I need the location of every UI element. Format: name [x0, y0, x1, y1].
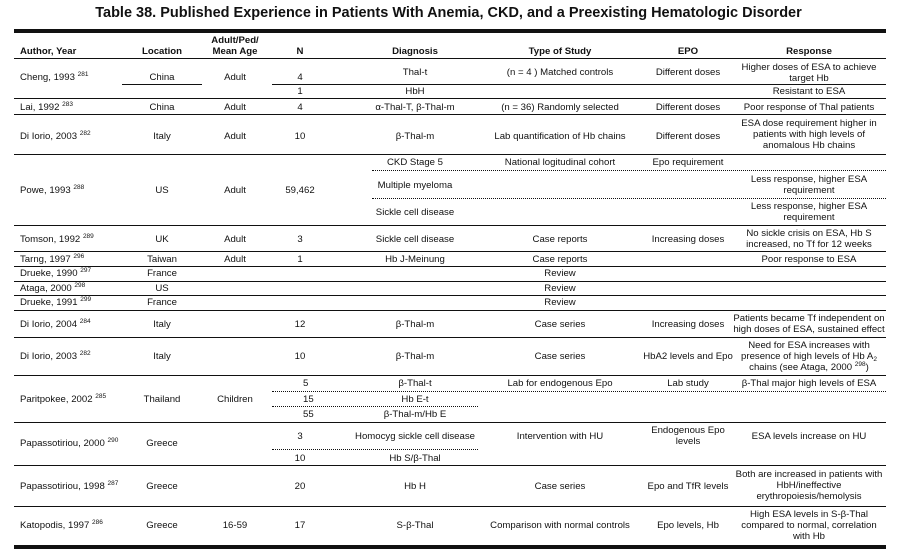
diagnosis-cell: β-Thal-m: [395, 319, 435, 330]
response-cell: ESA levels increase on HU: [751, 431, 867, 442]
row-rule: [14, 422, 886, 423]
study-cell: Lab quantification of Hb chains: [494, 131, 626, 142]
epo-cell: Epo levels, Hb: [657, 520, 719, 531]
location-cell: China: [149, 102, 175, 113]
epo-cell: Endogenous Epo: [651, 425, 725, 436]
response-cell: Higher doses of ESA to achieve: [741, 62, 877, 73]
response-cell: anomalous Hb chains: [762, 140, 856, 151]
study-cell: Lab for endogenous Epo: [507, 378, 613, 389]
location-cell: US: [155, 185, 169, 196]
epo-cell: Different doses: [655, 131, 721, 142]
diagnosis-cell: α-Thal-T, β-Thal-m: [375, 102, 455, 113]
study-cell: Review: [544, 297, 576, 308]
study-cell: Case reports: [532, 234, 588, 245]
n-cell: 15: [303, 394, 314, 405]
author-cell: Cheng, 1993 $^{281}$: [20, 71, 89, 83]
response-cell: with Hb: [793, 531, 825, 542]
n-cell: 20: [294, 481, 306, 492]
diagnosis-cell: Homocyg sickle cell disease: [355, 431, 475, 442]
author-cell: Papassotiriou, 2000 $^{290}$: [20, 437, 119, 449]
response-cell: high doses of ESA, sustained effect: [733, 324, 885, 335]
location-cell: Italy: [153, 351, 171, 362]
diagnosis-cell: Hb J-Meinung: [385, 254, 445, 265]
author-cell: Drueke, 1990 $^{297}$: [20, 267, 92, 279]
location-cell: UK: [155, 234, 169, 245]
epo-cell: Increasing doses: [651, 319, 725, 330]
n-cell: 12: [294, 319, 306, 330]
age-cell: Children: [217, 394, 253, 405]
subrow-dotted-rule: [272, 391, 886, 392]
n-cell: 1: [297, 254, 303, 265]
header-response: Response: [786, 46, 832, 57]
location-cell: Taiwan: [147, 254, 177, 265]
author-cell: Di Iorio, 2004 $^{284}$: [20, 318, 91, 330]
study-cell: Case series: [534, 319, 586, 330]
epo-cell: levels: [675, 436, 701, 447]
age-cell: Adult: [224, 131, 246, 142]
n-cell: 55: [303, 409, 314, 420]
subrow-rule: [122, 84, 202, 85]
table-title: Table 38. Published Experience in Patients With Anemia, CKD, and a Preexisting Hematologic Disorder: [95, 5, 802, 21]
n-cell: 10: [294, 351, 306, 362]
response-cell: Poor response to ESA: [761, 254, 857, 265]
response-cell: requirement: [783, 185, 835, 196]
age-cell: Adult: [224, 234, 246, 245]
n-cell: 10: [294, 131, 306, 142]
location-cell: France: [147, 268, 177, 279]
age-cell: Adult: [224, 72, 246, 83]
row-rule: [14, 225, 886, 226]
response-cell: chains (see Ataga, 2000 $^{298}$): [749, 361, 869, 373]
row-rule: [14, 506, 886, 507]
n-cell: 5: [303, 378, 309, 389]
diagnosis-cell: β-Thal-m/Hb E: [383, 409, 447, 420]
author-cell: Tarng, 1997 $^{296}$: [20, 253, 85, 265]
n-cell: 4: [297, 102, 303, 113]
response-cell: increased, no Tf for 12 weeks: [746, 239, 872, 250]
header-age-line2: Mean Age: [212, 46, 258, 57]
author-cell: Ataga, 2000 $^{298}$: [20, 282, 86, 294]
author-cell: Paritpokee, 2002 $^{285}$: [20, 393, 107, 405]
bottom-rule: [14, 545, 886, 549]
location-cell: US: [155, 283, 169, 294]
header-author: Author, Year: [20, 46, 77, 57]
row-rule: [14, 251, 886, 252]
response-cell: HbH/ineffective: [776, 480, 842, 491]
row-rule: [14, 114, 886, 115]
study-cell: Comparison with normal controls: [490, 520, 630, 531]
response-cell: β-Thal major high levels of ESA: [741, 378, 877, 389]
n-cell: 59,462: [285, 185, 315, 196]
diagnosis-cell: S-β-Thal: [396, 520, 434, 531]
response-cell: requirement: [783, 212, 835, 223]
row-rule: [14, 310, 886, 311]
diagnosis-cell: Multiple myeloma: [377, 180, 453, 191]
diagnosis-cell: CKD Stage 5: [387, 157, 443, 168]
response-cell: High ESA levels in S-β-Thal: [749, 509, 869, 520]
top-rule: [14, 29, 886, 33]
location-cell: China: [149, 72, 175, 83]
row-rule: [14, 337, 886, 338]
study-cell: Review: [544, 268, 576, 279]
n-cell: 3: [297, 234, 303, 245]
study-cell: Case series: [534, 481, 586, 492]
response-cell: Patients became Tf independent on: [733, 313, 885, 324]
study-cell: (n = 36) Randomly selected: [501, 102, 619, 113]
subrow-dotted-rule: [372, 198, 886, 199]
header-type-of-study: Type of Study: [528, 46, 592, 57]
age-cell: 16-59: [222, 520, 248, 531]
location-cell: Thailand: [143, 394, 181, 405]
epo-cell: Lab study: [667, 378, 709, 389]
epo-cell: Different doses: [655, 102, 721, 113]
row-rule: [14, 154, 886, 155]
epo-cell: Increasing doses: [651, 234, 725, 245]
author-cell: Lai, 1992 $^{283}$: [20, 101, 74, 113]
n-cell: 1: [297, 86, 303, 97]
header-n: N: [296, 46, 304, 57]
response-cell: target Hb: [789, 73, 829, 84]
response-cell: Both are increased in patients with: [735, 469, 883, 480]
epo-cell: Different doses: [655, 67, 721, 78]
location-cell: Italy: [153, 319, 171, 330]
author-cell: Di Iorio, 2003 $^{282}$: [20, 130, 91, 142]
author-cell: Drueke, 1991 $^{299}$: [20, 296, 92, 308]
study-cell: (n = 4 ) Matched controls: [506, 67, 614, 78]
response-cell: Less response, higher ESA: [750, 174, 868, 185]
n-cell: 3: [297, 431, 303, 442]
n-cell: 10: [294, 453, 306, 464]
age-cell: Adult: [224, 254, 246, 265]
row-rule: [14, 375, 886, 376]
diagnosis-cell: β-Thal-m: [395, 131, 435, 142]
author-cell: Powe, 1993 $^{288}$: [20, 184, 85, 196]
diagnosis-cell: Sickle cell disease: [375, 207, 455, 218]
diagnosis-cell: Sickle cell disease: [375, 234, 455, 245]
header-diagnosis: Diagnosis: [392, 46, 438, 57]
age-cell: Adult: [224, 185, 246, 196]
response-cell: Poor response of Thal patients: [743, 102, 875, 113]
study-cell: Review: [544, 283, 576, 294]
row-rule: [14, 281, 886, 282]
response-cell: compared to normal, correlation: [741, 520, 877, 531]
diagnosis-cell: Hb H: [404, 481, 426, 492]
location-cell: Greece: [146, 438, 178, 449]
header-location: Location: [142, 46, 182, 57]
header-rule: [14, 58, 886, 59]
epo-cell: HbA2 levels and Epo: [643, 351, 733, 362]
author-cell: Katopodis, 1997 $^{286}$: [20, 519, 103, 531]
age-cell: Adult: [224, 102, 246, 113]
location-cell: France: [147, 297, 177, 308]
n-cell: 17: [294, 520, 306, 531]
diagnosis-cell: β-Thal-t: [398, 378, 432, 389]
location-cell: Italy: [153, 131, 171, 142]
author-cell: Papassotiriou, 1998 $^{287}$: [20, 480, 119, 492]
response-cell: ESA dose requirement higher in: [741, 118, 877, 129]
study-cell: National logitudinal cohort: [504, 157, 616, 168]
study-cell: Intervention with HU: [516, 431, 604, 442]
row-rule: [14, 98, 886, 99]
response-cell: patients with high levels of: [753, 129, 865, 140]
epo-cell: Epo and TfR levels: [647, 481, 729, 492]
header-epo: EPO: [677, 46, 699, 57]
subrow-dotted-rule: [272, 449, 478, 450]
response-cell: Need for ESA increases with: [748, 340, 870, 351]
diagnosis-cell: β-Thal-m: [395, 351, 435, 362]
header-age-line1: Adult/Ped/: [211, 35, 259, 46]
subrow-rule: [272, 84, 886, 85]
response-cell: Resistant to ESA: [772, 86, 846, 97]
diagnosis-cell: HbH: [405, 86, 425, 97]
row-rule: [14, 295, 886, 296]
diagnosis-cell: Hb S/β-Thal: [389, 453, 441, 464]
subrow-dotted-rule: [372, 170, 886, 171]
study-cell: Case series: [534, 351, 586, 362]
response-cell: No sickle crisis on ESA, Hb S: [746, 228, 872, 239]
row-rule: [14, 465, 886, 466]
response-cell: Less response, higher ESA: [750, 201, 868, 212]
diagnosis-cell: Hb E-t: [401, 394, 429, 405]
study-cell: Case reports: [532, 254, 588, 265]
row-rule: [14, 266, 886, 267]
subrow-dotted-rule: [272, 406, 478, 407]
n-cell: 4: [297, 72, 303, 83]
response-cell: presence of high levels of Hb $A_2$: [741, 351, 877, 363]
diagnosis-cell: Thal-t: [402, 67, 428, 78]
location-cell: Greece: [146, 481, 178, 492]
author-cell: Tomson, 1992 $^{289}$: [20, 233, 94, 245]
location-cell: Greece: [146, 520, 178, 531]
author-cell: Di Iorio, 2003 $^{282}$: [20, 350, 91, 362]
epo-cell: Epo requirement: [652, 157, 724, 168]
response-cell: erythropoiesis/hemolysis: [756, 491, 862, 502]
